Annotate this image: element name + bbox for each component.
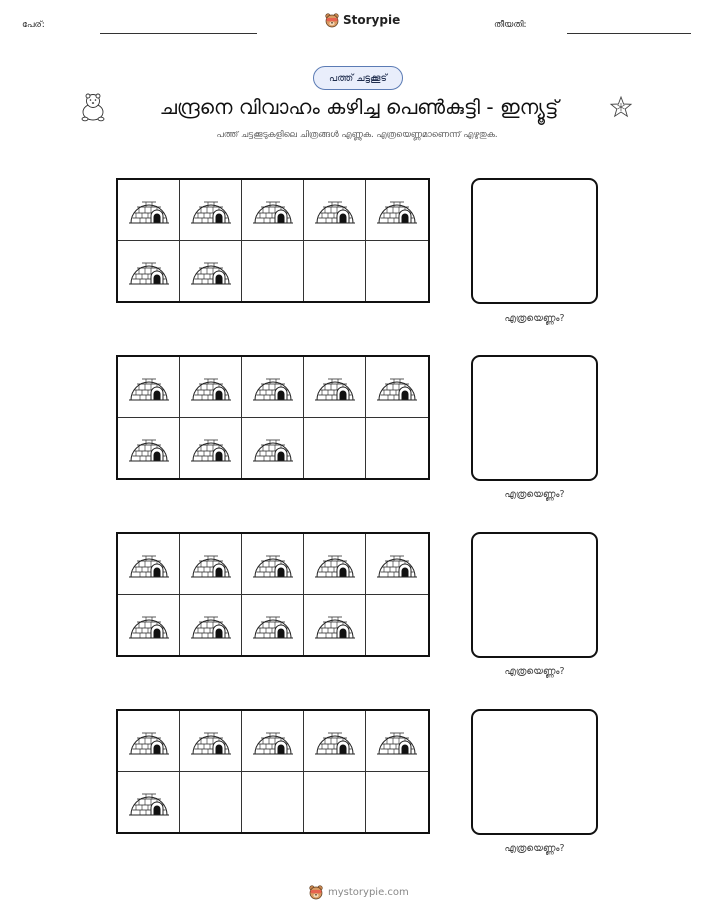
igloo-icon [252, 188, 294, 232]
igloo-icon [190, 188, 232, 232]
frame-cell [366, 180, 428, 241]
frame-cell [180, 357, 242, 418]
igloo-icon [128, 365, 170, 409]
igloo-icon [190, 249, 232, 293]
answer-box[interactable] [471, 355, 598, 481]
frame-cell [180, 772, 242, 833]
frame-cell [304, 711, 366, 772]
igloo-icon [128, 542, 170, 586]
frame-cell [180, 595, 242, 656]
frame-cell [180, 534, 242, 595]
frame-cell [242, 772, 304, 833]
igloo-icon [314, 719, 356, 763]
frame-cell [242, 357, 304, 418]
frame-cell [180, 418, 242, 479]
ten-frame [116, 178, 430, 303]
frame-cell [118, 595, 180, 656]
frame-cell [118, 418, 180, 479]
igloo-icon [190, 426, 232, 470]
frame-cell [242, 711, 304, 772]
frame-cell [118, 534, 180, 595]
frame-cell [180, 180, 242, 241]
ten-frame [116, 355, 430, 480]
snowflake-star-icon [609, 95, 633, 119]
brand [324, 12, 400, 28]
answer-box[interactable] [471, 709, 598, 835]
frame-cell [242, 534, 304, 595]
igloo-icon [128, 188, 170, 232]
igloo-icon [128, 249, 170, 293]
igloo-icon [252, 426, 294, 470]
igloo-icon [190, 542, 232, 586]
frame-cell [180, 711, 242, 772]
frame-cell [304, 595, 366, 656]
footer [308, 884, 409, 900]
frame-cell [118, 772, 180, 833]
frame-cell [366, 772, 428, 833]
frame-cell [242, 180, 304, 241]
frame-cell [242, 241, 304, 302]
igloo-icon [252, 542, 294, 586]
frame-cell [118, 180, 180, 241]
frame-cell [180, 241, 242, 302]
answer-prompt: എത്രയെണ്ണം? [504, 843, 565, 854]
frame-cell [366, 357, 428, 418]
frame-cell [118, 357, 180, 418]
title-row [0, 90, 714, 126]
frame-cell [304, 180, 366, 241]
frame-cell [242, 418, 304, 479]
frame-cell [118, 711, 180, 772]
igloo-icon [376, 365, 418, 409]
bear-logo-icon [308, 884, 324, 900]
frame-cell [242, 595, 304, 656]
igloo-icon [128, 426, 170, 470]
frame-cell [304, 418, 366, 479]
igloo-icon [252, 603, 294, 647]
answer-prompt: എത്രയെണ്ണം? [504, 666, 565, 677]
frame-cell [304, 534, 366, 595]
date-label: തീയതി: [494, 20, 527, 30]
igloo-icon [376, 542, 418, 586]
name-line[interactable] [100, 33, 257, 34]
frame-cell [366, 241, 428, 302]
frame-cell [118, 241, 180, 302]
frame-cell [366, 534, 428, 595]
answer-prompt: എത്രയെണ്ണം? [504, 313, 565, 324]
igloo-icon [128, 780, 170, 824]
frame-cell [304, 357, 366, 418]
igloo-icon [314, 365, 356, 409]
igloo-icon [376, 719, 418, 763]
igloo-icon [190, 365, 232, 409]
igloo-icon [314, 603, 356, 647]
ten-frame [116, 709, 430, 834]
igloo-icon [128, 603, 170, 647]
igloo-icon [252, 719, 294, 763]
name-label: പേര്: [22, 20, 45, 30]
igloo-icon [314, 542, 356, 586]
igloo-icon [376, 188, 418, 232]
worksheet-type-badge: പത്ത് ചട്ടക്കൂട് [313, 66, 403, 90]
polar-bear-icon [79, 90, 107, 122]
answer-box[interactable] [471, 532, 598, 658]
brand-name: Storypie [343, 13, 401, 27]
igloo-icon [128, 719, 170, 763]
frame-cell [304, 241, 366, 302]
date-line[interactable] [567, 33, 691, 34]
answer-box[interactable] [471, 178, 598, 304]
worksheet-title: ചന്ദ്രനെ വിവാഹം കഴിച്ച പെൺകുട്ടി - ഇന്യൂട്ട് [159, 95, 559, 119]
footer-link[interactable]: mystorypie.com [328, 886, 409, 898]
igloo-icon [190, 603, 232, 647]
ten-frame [116, 532, 430, 657]
frame-cell [304, 772, 366, 833]
instructions: പത്ത് ചട്ടക്കൂടുകളിലെ ചിത്രങ്ങൾ എണ്ണുക. എത്രയെണ്ണമാണെന്ന് എഴുതുക. [216, 130, 498, 140]
igloo-icon [190, 719, 232, 763]
igloo-icon [314, 188, 356, 232]
frame-cell [366, 711, 428, 772]
bear-logo-icon [324, 12, 340, 28]
igloo-icon [252, 365, 294, 409]
frame-cell [366, 595, 428, 656]
frame-cell [366, 418, 428, 479]
answer-prompt: എത്രയെണ്ണം? [504, 489, 565, 500]
